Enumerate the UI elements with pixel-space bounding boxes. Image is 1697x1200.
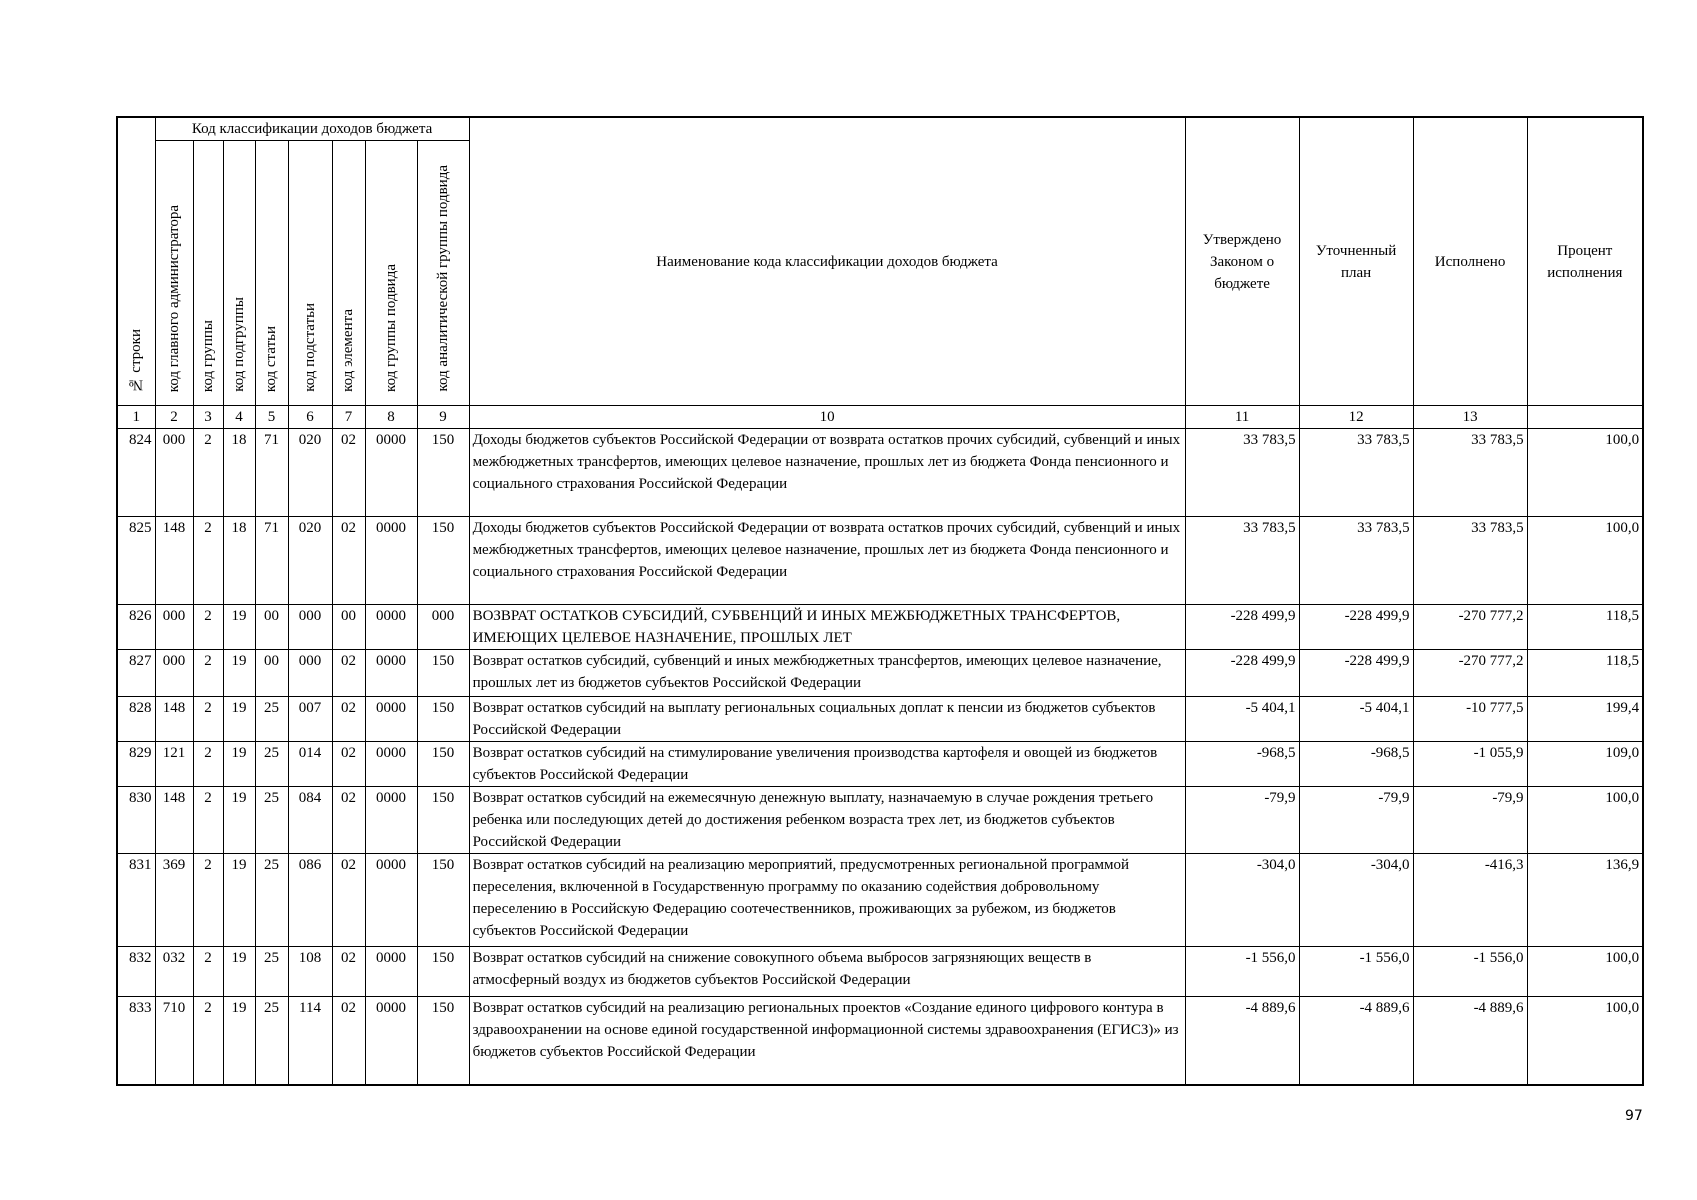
income-name-cell: Возврат остатков субсидий на ежемесячную денежную выплату, назначаемую в случае рождения третьего ребенка или последующих детей до достижения ребенком возраста трех лет, из бюджетов субъектов Российской Федерации: [469, 787, 1185, 854]
approved-amount-cell: -1 556,0: [1185, 947, 1299, 997]
table-row: [117, 947, 1643, 997]
admin-code-cell: 000: [155, 429, 193, 517]
subarticle-code-cell: 007: [288, 697, 332, 742]
admin-code-cell: 710: [155, 997, 193, 1085]
subgroup-code-cell: 19: [223, 854, 255, 947]
subarticle-code-cell: 014: [288, 742, 332, 787]
executed-amount-cell: -10 777,5: [1413, 697, 1527, 742]
subgroup-code-cell: 18: [223, 517, 255, 605]
analytic-code-cell: 150: [417, 854, 469, 947]
group-code-cell: 2: [193, 697, 223, 742]
subarticle-code-cell: 084: [288, 787, 332, 854]
income-name-cell: Возврат остатков субсидий на реализацию региональных проектов «Создание единого цифрового контура в здравоохранении на основе единой государственной информационной системы здравоохранения (ЕГИСЗ)» из бюджетов субъектов Российской Федерации: [469, 997, 1185, 1085]
executed-amount-cell: -270 777,2: [1413, 650, 1527, 697]
row-number-cell: 825: [117, 517, 155, 605]
header-code-element: [332, 141, 365, 406]
analytic-code-cell: 150: [417, 650, 469, 697]
approved-amount-cell: -304,0: [1185, 854, 1299, 947]
subarticle-code-cell: 000: [288, 650, 332, 697]
subarticle-code-cell: 086: [288, 854, 332, 947]
approved-amount-cell: -228 499,9: [1185, 605, 1299, 650]
refined-plan-cell: -4 889,6: [1299, 997, 1413, 1085]
header-code-analytic-label: код аналитической группы подвида: [434, 165, 451, 392]
header-code-subtype-label: код группы подвида: [382, 264, 399, 392]
table-row: [117, 742, 1643, 787]
header-code-subarticle: [288, 141, 332, 406]
header-code-analytic: [417, 141, 469, 406]
execution-percent-cell: 109,0: [1527, 742, 1643, 787]
analytic-code-cell: 150: [417, 742, 469, 787]
execution-percent-cell: 100,0: [1527, 517, 1643, 605]
element-code-cell: 02: [332, 854, 365, 947]
refined-plan-cell: -5 404,1: [1299, 697, 1413, 742]
approved-amount-cell: -228 499,9: [1185, 650, 1299, 697]
subtype-code-cell: 0000: [365, 997, 417, 1085]
group-code-cell: 2: [193, 787, 223, 854]
admin-code-cell: 032: [155, 947, 193, 997]
column-number: 8: [365, 406, 417, 429]
subarticle-code-cell: 108: [288, 947, 332, 997]
approved-amount-cell: -4 889,6: [1185, 997, 1299, 1085]
subtype-code-cell: 0000: [365, 787, 417, 854]
article-code-cell: 25: [255, 997, 288, 1085]
refined-plan-cell: -228 499,9: [1299, 650, 1413, 697]
header-code-element-label: код элемента: [340, 309, 356, 392]
admin-code-cell: 121: [155, 742, 193, 787]
group-code-cell: 2: [193, 429, 223, 517]
header-code-group: [193, 141, 223, 406]
header-approved: Утверждено Законом о бюджете: [1185, 117, 1299, 406]
article-code-cell: 25: [255, 854, 288, 947]
execution-percent-cell: 118,5: [1527, 605, 1643, 650]
header-code-admin: [155, 141, 193, 406]
element-code-cell: 02: [332, 787, 365, 854]
header-row-number-label: № строки: [127, 328, 144, 392]
article-code-cell: 25: [255, 787, 288, 854]
subtype-code-cell: 0000: [365, 947, 417, 997]
group-code-cell: 2: [193, 854, 223, 947]
page-number: 97: [1625, 1108, 1643, 1124]
subtype-code-cell: 0000: [365, 742, 417, 787]
executed-amount-cell: -1 556,0: [1413, 947, 1527, 997]
header-code-subarticle-label: код подстатьи: [301, 303, 318, 392]
group-code-cell: 2: [193, 947, 223, 997]
article-code-cell: 71: [255, 517, 288, 605]
header-executed: Исполнено: [1413, 117, 1527, 406]
subgroup-code-cell: 19: [223, 650, 255, 697]
header-code-article: [255, 141, 288, 406]
element-code-cell: 02: [332, 697, 365, 742]
subarticle-code-cell: 114: [288, 997, 332, 1085]
refined-plan-cell: -968,5: [1299, 742, 1413, 787]
article-code-cell: 00: [255, 605, 288, 650]
row-number-cell: 827: [117, 650, 155, 697]
approved-amount-cell: 33 783,5: [1185, 517, 1299, 605]
admin-code-cell: 000: [155, 605, 193, 650]
execution-percent-cell: 136,9: [1527, 854, 1643, 947]
approved-amount-cell: -79,9: [1185, 787, 1299, 854]
income-name-cell: ВОЗВРАТ ОСТАТКОВ СУБСИДИЙ, СУБВЕНЦИЙ И ИНЫХ МЕЖБЮДЖЕТНЫХ ТРАНСФЕРТОВ, ИМЕЮЩИХ ЦЕЛЕВОЕ НАЗНАЧЕНИЕ, ПРОШЛЫХ ЛЕТ: [469, 605, 1185, 650]
header-row-group: [117, 117, 1643, 141]
column-number: 10: [469, 406, 1185, 429]
executed-amount-cell: -1 055,9: [1413, 742, 1527, 787]
subarticle-code-cell: 020: [288, 429, 332, 517]
group-code-cell: 2: [193, 605, 223, 650]
element-code-cell: 02: [332, 517, 365, 605]
element-code-cell: 02: [332, 742, 365, 787]
subgroup-code-cell: 19: [223, 997, 255, 1085]
header-code-group: Код классификации доходов бюджета: [155, 117, 469, 141]
execution-percent-cell: 100,0: [1527, 429, 1643, 517]
table-row: [117, 429, 1643, 517]
subgroup-code-cell: 19: [223, 742, 255, 787]
executed-amount-cell: -4 889,6: [1413, 997, 1527, 1085]
header-code-subgroup: [223, 141, 255, 406]
row-number-cell: 833: [117, 997, 155, 1085]
header-refined: Уточненный план: [1299, 117, 1413, 406]
column-number: 7: [332, 406, 365, 429]
analytic-code-cell: 000: [417, 605, 469, 650]
subtype-code-cell: 0000: [365, 605, 417, 650]
article-code-cell: 25: [255, 947, 288, 997]
approved-amount-cell: -968,5: [1185, 742, 1299, 787]
income-name-cell: Возврат остатков субсидий на снижение совокупного объема выбросов загрязняющих веществ в атмосферный воздух из бюджетов субъектов Российской Федерации: [469, 947, 1185, 997]
table-row: [117, 787, 1643, 854]
header-row-number: [117, 117, 155, 406]
element-code-cell: 02: [332, 650, 365, 697]
refined-plan-cell: -1 556,0: [1299, 947, 1413, 997]
group-code-cell: 2: [193, 650, 223, 697]
analytic-code-cell: 150: [417, 517, 469, 605]
row-number-cell: 828: [117, 697, 155, 742]
group-code-cell: 2: [193, 517, 223, 605]
article-code-cell: 71: [255, 429, 288, 517]
execution-percent-cell: 100,0: [1527, 947, 1643, 997]
execution-percent-cell: 100,0: [1527, 997, 1643, 1085]
subgroup-code-cell: 19: [223, 947, 255, 997]
column-number: 3: [193, 406, 223, 429]
group-code-cell: 2: [193, 997, 223, 1085]
approved-amount-cell: 33 783,5: [1185, 429, 1299, 517]
row-number-cell: 831: [117, 854, 155, 947]
table-row: [117, 997, 1643, 1085]
income-name-cell: Возврат остатков субсидий на реализацию мероприятий, предусмотренных региональной программой переселения, включенной в Государственную программу по оказанию содействия добровольному переселению в Российскую Федерацию соотечественников, проживающих за рубежом, из бюджетов субъектов Российской Федерации: [469, 854, 1185, 947]
refined-plan-cell: -304,0: [1299, 854, 1413, 947]
admin-code-cell: 148: [155, 517, 193, 605]
income-name-cell: Доходы бюджетов субъектов Российской Федерации от возврата остатков прочих субсидий, субвенций и иных межбюджетных трансфертов, имеющих целевое назначение, прошлых лет из бюджета Фонда пенсионного и социального страхования Российской Федерации: [469, 429, 1185, 517]
analytic-code-cell: 150: [417, 429, 469, 517]
column-number: 13: [1413, 406, 1527, 429]
refined-plan-cell: 33 783,5: [1299, 429, 1413, 517]
execution-percent-cell: 199,4: [1527, 697, 1643, 742]
header-code-admin-label: код главного администратора: [165, 204, 182, 392]
element-code-cell: 00: [332, 605, 365, 650]
executed-amount-cell: -416,3: [1413, 854, 1527, 947]
row-number-cell: 824: [117, 429, 155, 517]
executed-amount-cell: -79,9: [1413, 787, 1527, 854]
subgroup-code-cell: 19: [223, 697, 255, 742]
budget-revenue-table: [116, 116, 1644, 1086]
article-code-cell: 25: [255, 697, 288, 742]
column-number-row: [117, 406, 1643, 429]
analytic-code-cell: 150: [417, 997, 469, 1085]
analytic-code-cell: 150: [417, 787, 469, 854]
column-number: 12: [1299, 406, 1413, 429]
header-code-group-label: код группы: [199, 319, 216, 392]
subtype-code-cell: 0000: [365, 517, 417, 605]
executed-amount-cell: 33 783,5: [1413, 517, 1527, 605]
column-number: 5: [255, 406, 288, 429]
analytic-code-cell: 150: [417, 697, 469, 742]
column-number: 9: [417, 406, 469, 429]
executed-amount-cell: -270 777,2: [1413, 605, 1527, 650]
refined-plan-cell: -79,9: [1299, 787, 1413, 854]
row-number-cell: 829: [117, 742, 155, 787]
table-row: [117, 650, 1643, 697]
column-number: 4: [223, 406, 255, 429]
article-code-cell: 00: [255, 650, 288, 697]
article-code-cell: 25: [255, 742, 288, 787]
header-code-subgroup-label: код подгруппы: [230, 297, 247, 392]
table-row: [117, 605, 1643, 650]
element-code-cell: 02: [332, 429, 365, 517]
header-code-subtype: [365, 141, 417, 406]
table-row: [117, 697, 1643, 742]
table-row: [117, 517, 1643, 605]
subtype-code-cell: 0000: [365, 429, 417, 517]
row-number-cell: 832: [117, 947, 155, 997]
execution-percent-cell: 118,5: [1527, 650, 1643, 697]
element-code-cell: 02: [332, 997, 365, 1085]
subgroup-code-cell: 18: [223, 429, 255, 517]
admin-code-cell: 000: [155, 650, 193, 697]
income-name-cell: Возврат остатков субсидий на стимулирование увеличения производства картофеля и овощей из бюджетов субъектов Российской Федерации: [469, 742, 1185, 787]
header-name: Наименование кода классификации доходов бюджета: [469, 117, 1185, 406]
subtype-code-cell: 0000: [365, 854, 417, 947]
admin-code-cell: 148: [155, 787, 193, 854]
subgroup-code-cell: 19: [223, 605, 255, 650]
approved-amount-cell: -5 404,1: [1185, 697, 1299, 742]
column-number: 11: [1185, 406, 1299, 429]
table-row: [117, 854, 1643, 947]
subgroup-code-cell: 19: [223, 787, 255, 854]
admin-code-cell: 369: [155, 854, 193, 947]
subtype-code-cell: 0000: [365, 650, 417, 697]
column-number: 1: [117, 406, 155, 429]
admin-code-cell: 148: [155, 697, 193, 742]
column-number: 2: [155, 406, 193, 429]
row-number-cell: 830: [117, 787, 155, 854]
execution-percent-cell: 100,0: [1527, 787, 1643, 854]
executed-amount-cell: 33 783,5: [1413, 429, 1527, 517]
analytic-code-cell: 150: [417, 947, 469, 997]
group-code-cell: 2: [193, 742, 223, 787]
subarticle-code-cell: 020: [288, 517, 332, 605]
row-number-cell: 826: [117, 605, 155, 650]
header-code-article-label: код статьи: [263, 325, 279, 392]
column-number: 6: [288, 406, 332, 429]
subarticle-code-cell: 000: [288, 605, 332, 650]
income-name-cell: Доходы бюджетов субъектов Российской Федерации от возврата остатков прочих субсидий, субвенций и иных межбюджетных трансфертов, имеющих целевое назначение, прошлых лет из бюджета Фонда пенсионного и социального страхования Российской Федерации: [469, 517, 1185, 605]
income-name-cell: Возврат остатков субсидий на выплату региональных социальных доплат к пенсии из бюджетов субъектов Российской Федерации: [469, 697, 1185, 742]
subtype-code-cell: 0000: [365, 697, 417, 742]
header-percent: Процент исполнения: [1527, 117, 1643, 406]
element-code-cell: 02: [332, 947, 365, 997]
refined-plan-cell: 33 783,5: [1299, 517, 1413, 605]
income-name-cell: Возврат остатков субсидий, субвенций и иных межбюджетных трансфертов, имеющих целевое назначение, прошлых лет из бюджетов субъектов Российской Федерации: [469, 650, 1185, 697]
refined-plan-cell: -228 499,9: [1299, 605, 1413, 650]
